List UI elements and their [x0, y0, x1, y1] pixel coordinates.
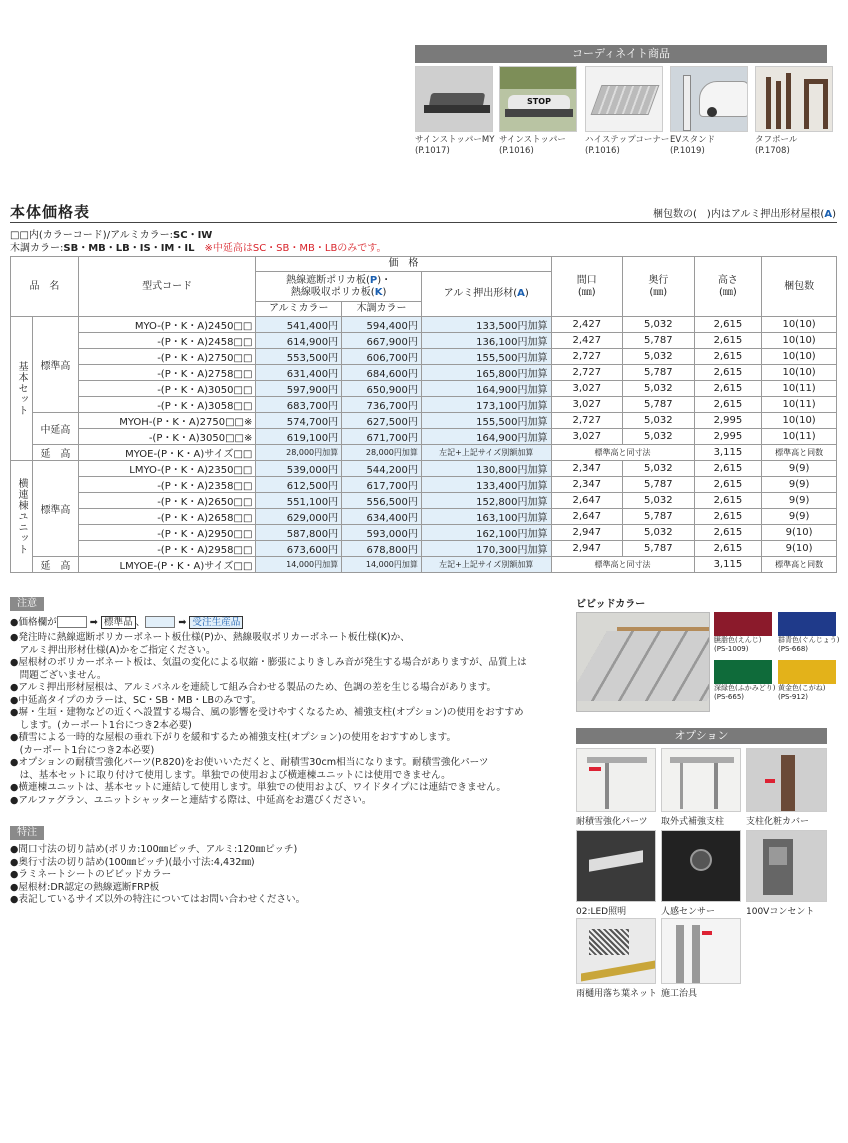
swatch-color — [778, 660, 836, 684]
table-cell: 556,500円 — [342, 493, 422, 509]
table-cell: 3,027 — [551, 397, 623, 413]
table-cell: 3,027 — [551, 381, 623, 397]
table-cell: 650,900円 — [342, 381, 422, 397]
table-row — [11, 317, 837, 333]
table-cell: 2,615 — [694, 461, 762, 477]
product-image — [585, 66, 663, 132]
table-cell: 3,027 — [551, 429, 623, 445]
coordinate-item — [415, 66, 493, 157]
table-cell: 10(10) — [762, 349, 837, 365]
special-line: ●表記しているサイズ以外の特注についてはお問い合わせください。 — [10, 894, 306, 905]
table-cell: 2,427 — [551, 333, 623, 349]
product-image — [670, 66, 748, 132]
table-cell: 594,400円 — [342, 317, 422, 333]
table-cell: LMYOE-(P・K・A)サイズ□□ — [78, 557, 256, 573]
table-cell: 2,647 — [551, 493, 623, 509]
table-row — [11, 477, 837, 493]
special-list — [10, 844, 305, 907]
note-line: ●中延高タイプのカラーは、SC・SB・MB・LBのみです。 — [10, 694, 262, 706]
table-cell: 587,800円 — [256, 525, 342, 541]
header-alu: アルミ押出形材(A) — [421, 272, 551, 317]
swatch-color — [714, 660, 772, 684]
table-cell: 5,032 — [623, 429, 695, 445]
option-caption: 雨樋用落ち葉ネット — [576, 989, 658, 999]
table-cell: -(P・K・A)3050□□※ — [78, 429, 256, 445]
table-cell: 2,615 — [694, 493, 762, 509]
table-cell: 173,100円加算 — [421, 397, 551, 413]
table-cell: 2,615 — [694, 381, 762, 397]
table-cell: -(P・K・A)2958□□ — [78, 541, 256, 557]
table-cell: 170,300円加算 — [421, 541, 551, 557]
table-row — [11, 445, 837, 461]
table-cell: 3,115 — [694, 445, 762, 461]
product-image — [415, 66, 493, 132]
swatch-code: (PS-1009) — [714, 645, 749, 653]
vivid-swatch — [714, 612, 772, 654]
header-pack: 梱包数 — [762, 257, 837, 317]
table-cell: 551,100円 — [256, 493, 342, 509]
note-line: ●積雪による一時的な屋根の垂れ下がりを緩和するため補強支柱(オプション)の使用をおすすめします。 — [10, 732, 457, 743]
table-cell: 162,100円加算 — [421, 525, 551, 541]
option-image — [576, 918, 656, 984]
table-cell: -(P・K・A)2358□□ — [78, 477, 256, 493]
special-line: ●間口寸法の切り詰め(ポリカ:100㎜ピッチ、アルミ:120㎜ピッチ) — [10, 844, 298, 855]
table-cell: 2,615 — [694, 317, 762, 333]
section-title: 本体価格表 — [10, 203, 91, 221]
table-cell: 10(10) — [762, 333, 837, 349]
option-image — [576, 830, 656, 902]
options-title-bar: オプション — [576, 728, 827, 744]
table-cell: 14,000円加算 — [256, 557, 342, 573]
table-cell: 2,615 — [694, 541, 762, 557]
option-caption: 100Vコンセント — [746, 907, 815, 917]
product-name: サインストッパーMY — [415, 135, 495, 145]
option-caption: 取外式補強支柱 — [661, 817, 725, 827]
vivid-swatch — [778, 612, 840, 654]
table-cell: 634,400円 — [342, 509, 422, 525]
table-cell: 597,900円 — [256, 381, 342, 397]
table-cell: 133,500円加算 — [421, 317, 551, 333]
table-cell: -(P・K・A)2658□□ — [78, 509, 256, 525]
swatch-name: 深緑色(ふかみどり) — [714, 684, 776, 692]
table-cell: 130,800円加算 — [421, 461, 551, 477]
header-poly: 熱線遮断ポリカ板(P)・ 熱線吸収ポリカ板(K) — [256, 272, 421, 302]
subgroup-label: 延 高 — [33, 557, 79, 573]
table-cell: 553,500円 — [256, 349, 342, 365]
table-cell: 614,900円 — [256, 333, 342, 349]
table-cell: 539,000円 — [256, 461, 342, 477]
table-cell: -(P・K・A)2458□□ — [78, 333, 256, 349]
table-cell: 678,800円 — [342, 541, 422, 557]
swatch-name: 臙脂色(えんじ) — [714, 636, 762, 644]
table-cell: 14,000円加算 — [342, 557, 422, 573]
table-cell: 5,032 — [623, 525, 695, 541]
table-cell: 5,032 — [623, 381, 695, 397]
header-price: 価 格 — [256, 257, 551, 272]
table-cell: 2,995 — [694, 429, 762, 445]
table-cell: 155,500円加算 — [421, 349, 551, 365]
product-name: ハイステップコーナー — [585, 135, 670, 145]
price-table — [10, 256, 837, 573]
table-cell: 28,000円加算 — [342, 445, 422, 461]
table-cell: 9(10) — [762, 525, 837, 541]
table-cell: 2,615 — [694, 525, 762, 541]
table-cell: -(P・K・A)2650□□ — [78, 493, 256, 509]
product-page: (P.1708) — [755, 146, 790, 156]
table-row — [11, 525, 837, 541]
option-caption: 支柱化粧カバー — [746, 817, 810, 827]
table-cell: 9(9) — [762, 509, 837, 525]
table-cell: 164,900円加算 — [421, 381, 551, 397]
table-cell: MYO-(P・K・A)2450□□ — [78, 317, 256, 333]
vivid-swatch — [778, 660, 836, 702]
special-line: ●奥行寸法の切り詰め(100㎜ピッチ)(最小寸法:4,432㎜) — [10, 856, 255, 868]
coordinate-title-bar — [415, 45, 827, 63]
coordinate-item — [670, 66, 748, 157]
vivid-title: ビビッドカラー — [576, 599, 646, 610]
option-image — [576, 748, 656, 812]
table-cell: 2,615 — [694, 509, 762, 525]
table-cell: 2,615 — [694, 477, 762, 493]
subgroup-label: 中延高 — [33, 413, 79, 445]
table-cell: 2,615 — [694, 333, 762, 349]
header-depth: 奥行 (㎜) — [623, 257, 695, 317]
table-cell: 606,700円 — [342, 349, 422, 365]
note-line: ●屋根材のポリカーボネート板は、気温の変化による収縮・膨張によりきしみ音が発生する場合がありますが、品質上は — [10, 657, 527, 668]
swatch-color — [778, 612, 836, 636]
vivid-swatch — [714, 660, 776, 702]
product-name: タフポール — [755, 135, 798, 145]
table-cell: 9(10) — [762, 541, 837, 557]
table-row — [11, 397, 837, 413]
table-cell: 629,000円 — [256, 509, 342, 525]
table-cell: 2,347 — [551, 477, 623, 493]
table-cell: 684,600円 — [342, 365, 422, 381]
table-cell: 2,995 — [694, 413, 762, 429]
table-row — [11, 509, 837, 525]
swatch-name: 群青色(ぐんじょう) — [778, 636, 840, 644]
table-cell: 5,787 — [623, 333, 695, 349]
swatch-code: (PS-912) — [778, 693, 809, 701]
coordinate-item — [755, 66, 833, 157]
table-cell: 2,727 — [551, 413, 623, 429]
table-row — [11, 413, 837, 429]
table-cell: 10(10) — [762, 413, 837, 429]
vivid-image — [576, 612, 710, 712]
table-cell: 617,700円 — [342, 477, 422, 493]
table-cell: 164,900円加算 — [421, 429, 551, 445]
special-line: ●屋根材:DR認定の熱線遮断FRP板 — [10, 881, 160, 893]
table-row — [11, 365, 837, 381]
table-cell: 2,615 — [694, 397, 762, 413]
swatch-code: (PS-665) — [714, 693, 745, 701]
table-cell: 136,100円加算 — [421, 333, 551, 349]
subgroup-label: 延 高 — [33, 445, 79, 461]
table-cell: 163,100円加算 — [421, 509, 551, 525]
table-cell: 593,000円 — [342, 525, 422, 541]
special-line: ●ラミネートシートのビビッドカラー — [10, 869, 172, 880]
table-cell: 5,032 — [623, 413, 695, 429]
note-line: アルミ押出形材仕様(A)かをご指定ください。 — [10, 644, 216, 656]
product-page: (P.1019) — [670, 146, 705, 156]
table-cell: 10(11) — [762, 381, 837, 397]
header-name: 品 名 — [11, 257, 79, 317]
product-name: EVスタンド — [670, 135, 716, 145]
table-cell: 10(10) — [762, 365, 837, 381]
table-cell: 133,400円加算 — [421, 477, 551, 493]
table-cell: 2,615 — [694, 349, 762, 365]
table-row — [11, 333, 837, 349]
product-page: (P.1016) — [499, 146, 534, 156]
table-cell: 152,800円加算 — [421, 493, 551, 509]
option-caption: 人感センサー — [661, 907, 716, 917]
table-cell: 5,787 — [623, 477, 695, 493]
notes-list — [10, 632, 527, 807]
table-cell: MYOE-(P・K・A)サイズ□□ — [78, 445, 256, 461]
table-cell: 2,947 — [551, 525, 623, 541]
table-cell: 2,647 — [551, 509, 623, 525]
note-line: ●塀・生垣・建物などの近くへ設置する場合、風の影響を受けやすくなるため、補強支柱(オプション)の使用をおすすめ — [10, 707, 524, 718]
table-cell: 10(11) — [762, 429, 837, 445]
table-cell: 5,032 — [623, 461, 695, 477]
table-cell: 2,347 — [551, 461, 623, 477]
table-cell: 5,032 — [623, 317, 695, 333]
note-line: ●発注時に熱線遮断ポリカーボネート板仕様(P)か、熱線吸収ポリカーボネート板仕様(K)か、 — [10, 632, 410, 643]
note-line: ●アルミ押出形材屋根は、アルミパネルを連続して組み合わせる製品のため、色調の差を生じる場合があります。 — [10, 682, 497, 693]
table-cell: 2,727 — [551, 365, 623, 381]
pack-note: 梱包数の( )内はアルミ押出形材屋根(A) — [653, 209, 836, 220]
table-cell: 10(11) — [762, 397, 837, 413]
table-cell: 左記+上記サイズ別額加算 — [421, 557, 551, 573]
header-width: 間口 (㎜) — [551, 257, 623, 317]
stop-sign-text: STOP — [508, 95, 570, 109]
table-cell: 2,427 — [551, 317, 623, 333]
product-image — [499, 66, 577, 132]
option-image — [746, 748, 827, 812]
table-cell: 619,100円 — [256, 429, 342, 445]
table-row — [11, 557, 837, 573]
table-cell: -(P・K・A)3050□□ — [78, 381, 256, 397]
table-cell: 544,200円 — [342, 461, 422, 477]
note-line: (カーポート1台につき2本必要) — [10, 744, 155, 756]
table-cell: 667,900円 — [342, 333, 422, 349]
table-cell: 標準高と同数 — [762, 557, 837, 573]
table-row — [11, 461, 837, 477]
coordinate-item — [499, 66, 577, 157]
table-row — [11, 349, 837, 365]
table-cell: 574,700円 — [256, 413, 342, 429]
table-cell: 165,800円加算 — [421, 365, 551, 381]
table-cell: 5,787 — [623, 541, 695, 557]
table-cell: 10(10) — [762, 317, 837, 333]
product-image — [755, 66, 833, 132]
table-cell: 5,787 — [623, 397, 695, 413]
table-cell: 3,115 — [694, 557, 762, 573]
table-cell: 左記+上記サイズ別額加算 — [421, 445, 551, 461]
notes-head: 注意 — [10, 597, 44, 611]
product-page: (P.1016) — [585, 146, 620, 156]
table-cell: -(P・K・A)2950□□ — [78, 525, 256, 541]
table-cell: 2,947 — [551, 541, 623, 557]
table-cell: 標準高と同寸法 — [551, 557, 694, 573]
table-cell: 9(9) — [762, 477, 837, 493]
table-cell: LMYO-(P・K・A)2350□□ — [78, 461, 256, 477]
note-line: します。(カーポート1台につき2本必要) — [10, 719, 192, 731]
color-line-2: 木調カラー:SB・MB・LB・IS・IM・IL ※中延高はSC・SB・MB・LBのみです。 — [10, 243, 387, 254]
group-label: 基本セット — [11, 317, 33, 461]
table-cell: 673,600円 — [256, 541, 342, 557]
header-code: 型式コード — [78, 257, 256, 317]
note-line: は、基本セットに取り付けて使用します。単独での使用および横連棟ユニットには使用できません。 — [10, 769, 451, 781]
swatch-color — [714, 612, 772, 636]
table-cell: 155,500円加算 — [421, 413, 551, 429]
table-row — [11, 493, 837, 509]
swatch-name: 黄金色(こがね) — [778, 684, 826, 692]
special-head: 特注 — [10, 826, 44, 840]
color-line-1: □□内(カラーコード)/アルミカラー:SC・IW — [10, 230, 213, 241]
subgroup-label: 標準高 — [33, 461, 79, 557]
table-cell: MYOH-(P・K・A)2750□□※ — [78, 413, 256, 429]
product-page: (P.1017) — [415, 146, 450, 156]
subgroup-label: 標準高 — [33, 317, 79, 413]
option-image — [661, 830, 741, 902]
table-cell: 541,400円 — [256, 317, 342, 333]
table-row — [11, 541, 837, 557]
table-cell: 671,700円 — [342, 429, 422, 445]
table-cell: -(P・K・A)3058□□ — [78, 397, 256, 413]
swatch-code: (PS-668) — [778, 645, 809, 653]
table-cell: 683,700円 — [256, 397, 342, 413]
table-cell: 9(9) — [762, 493, 837, 509]
table-cell: 627,500円 — [342, 413, 422, 429]
option-image — [746, 830, 827, 902]
table-cell: 28,000円加算 — [256, 445, 342, 461]
table-cell: 5,787 — [623, 365, 695, 381]
table-cell: 612,500円 — [256, 477, 342, 493]
header-alucolor: アルミカラー — [256, 302, 342, 317]
coordinate-item — [585, 66, 670, 157]
option-image — [661, 918, 741, 984]
note-line: ●横連棟ユニットは、基本セットに連結して使用します。単独での使用および、ワイドタイプには連結できません。 — [10, 782, 506, 793]
header-height: 高さ (㎜) — [694, 257, 762, 317]
option-image — [661, 748, 741, 812]
table-cell: -(P・K・A)2750□□ — [78, 349, 256, 365]
option-caption: 02:LED照明 — [576, 907, 627, 917]
note-line: ●オプションの耐積雪強化パーツ(P.820)をお使いいただくと、耐積雪30cm相当になります。耐積雪強化パーツ — [10, 757, 489, 768]
table-cell: -(P・K・A)2758□□ — [78, 365, 256, 381]
notes-legend: ●価格欄が ➡ 標準品 、 ➡ 受注生産品 — [10, 616, 243, 630]
option-caption: 耐積雪強化パーツ — [576, 817, 648, 827]
table-row — [11, 429, 837, 445]
table-cell: 標準高と同寸法 — [551, 445, 694, 461]
table-cell: 2,615 — [694, 365, 762, 381]
table-cell: 標準高と同数 — [762, 445, 837, 461]
header-wood: 木調カラー — [342, 302, 422, 317]
table-cell: 9(9) — [762, 461, 837, 477]
table-cell: 736,700円 — [342, 397, 422, 413]
table-cell: 2,727 — [551, 349, 623, 365]
group-label: 横連棟ユニット — [11, 461, 33, 573]
product-name: サインストッパー — [499, 135, 566, 145]
table-cell: 5,032 — [623, 349, 695, 365]
table-cell: 5,032 — [623, 493, 695, 509]
option-caption: 施工治具 — [661, 989, 698, 999]
note-line: ●アルファグラン、ユニットシャッターと連結する際は、中延高をお選びください。 — [10, 794, 372, 806]
section-rule — [10, 222, 837, 223]
table-row — [11, 381, 837, 397]
coordinate-title: コーディネイト商品 — [572, 47, 670, 60]
table-cell: 5,787 — [623, 509, 695, 525]
note-line: 問題ございません。 — [10, 669, 107, 681]
table-cell: 631,400円 — [256, 365, 342, 381]
